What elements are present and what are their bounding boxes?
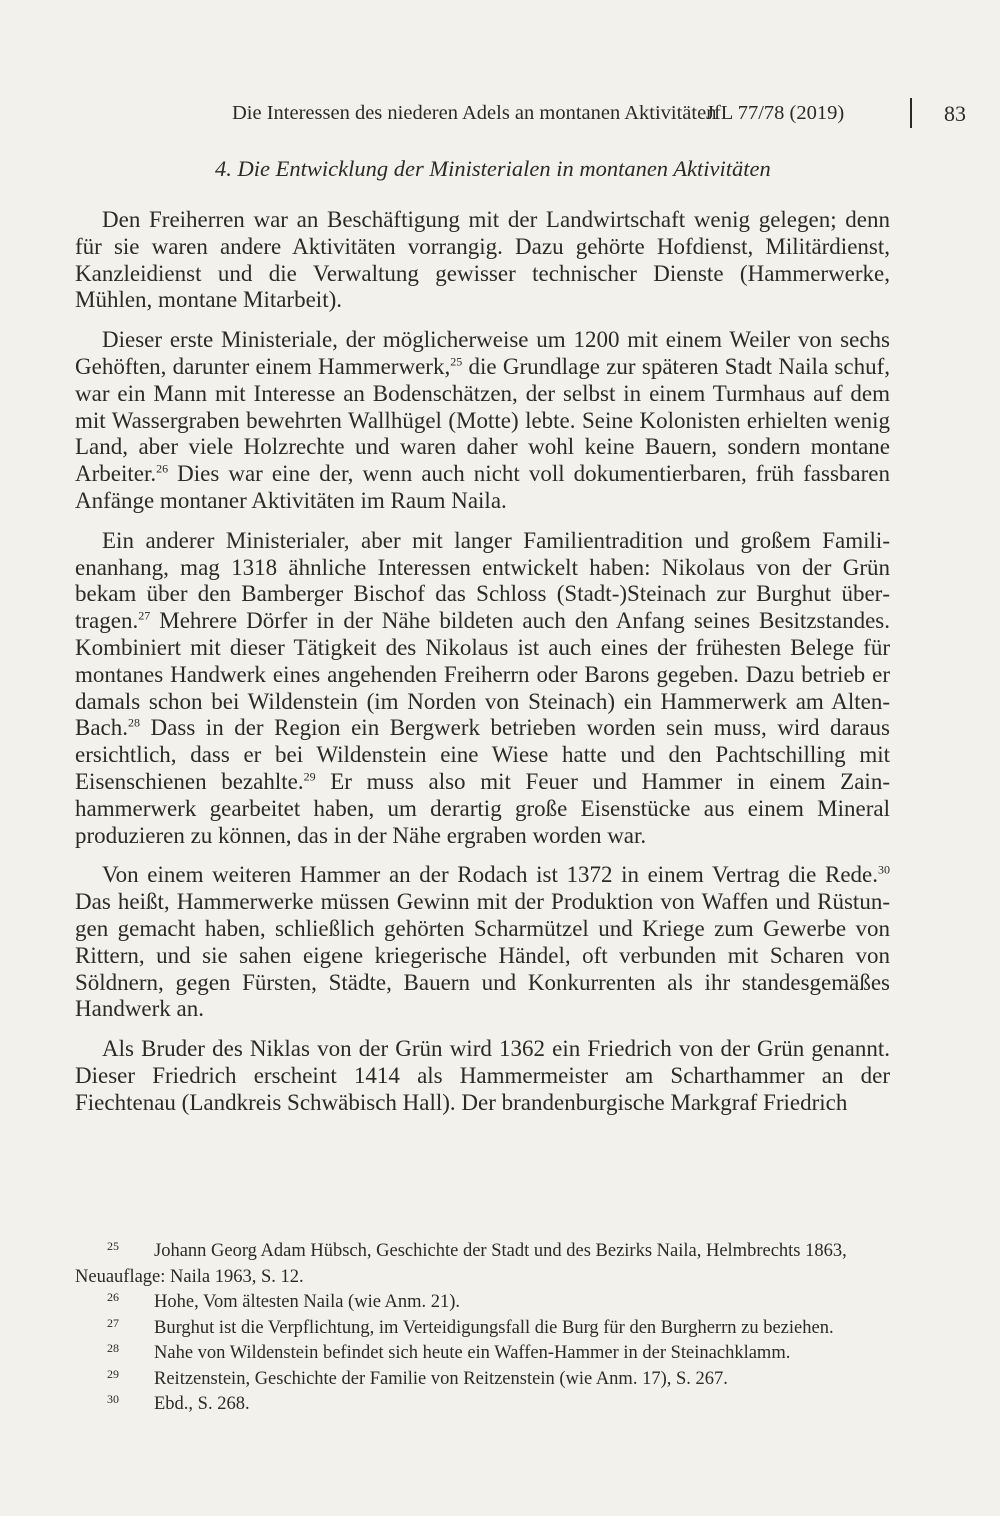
running-head-title: Die Interessen des niederen Adels an montanen Aktivitäten (232, 102, 717, 124)
paragraph-5: Als Bruder des Niklas von der Grün wird 1362 ein Friedrich von der Grün genannt. Dieser Friedrich erscheint 1414 als Hammermeister am Scharthammer an der Fiechtenau (Landkreis Schwäbisch Hall). Der brandenburgische Markgraf Friedrich (75, 1036, 890, 1115)
footnote-ref[interactable]: 26 (156, 461, 169, 476)
footnote-ref[interactable]: 29 (303, 769, 316, 784)
paragraph-4: Von einem weiteren Hammer an der Rodach ist 1372 in einem Vertrag die Rede.$^{30}$ Das heißt, Hammerwerke müssen Gewinn mit der Produktion von Waffen und Rüstungen gemacht haben, schließlich gehörten Scharmützel und Kriege zum Gewerbe von Rittern, und sie sahen eigene kriegerische Händel, oft verbunden mit Scharen von Söldnern, gegen Fürsten, Städte, Bauern und Konkurrenten als ihr standesgemäßes Handwerk an. (75, 862, 890, 1022)
footnote: 29 Reitzenstein, Geschichte der Familie von Reitzenstein (wie Anm. 17), S. 267. (75, 1367, 890, 1393)
footnote-number: 26 (107, 1290, 119, 1304)
footnote-number: 25 (107, 1239, 119, 1253)
page-number: 83 (944, 101, 966, 126)
footnote: 25 Johann Georg Adam Hübsch, Geschichte der Stadt und des Bezirks Naila, Helmbrechts 1863, Neuauflage: Naila 1963, S. 12. (75, 1239, 890, 1290)
journal-reference: JfL 77/78 (2019) (706, 102, 845, 124)
footnote-ref[interactable]: 28 (128, 715, 141, 730)
footnote-ref[interactable]: 30 (878, 862, 890, 877)
footnotes (75, 1239, 890, 1418)
paragraph-1: Den Freiherren war an Beschäftigung mit der Landwirtschaft wenig gelegen; denn für sie waren andere Aktivitäten vorrangig. Dazu gehörte Hofdienst, Militärdienst, Kanzleidienst und die Verwaltung gewisser technischer Dienste (Hammerwerke, Mühlen, montane Mitarbeit). (75, 207, 890, 313)
footnote: 30 Ebd., S. 268. (75, 1392, 890, 1418)
running-head (150, 98, 990, 130)
footnote-ref[interactable]: 27 (138, 608, 151, 623)
footnote-ref[interactable]: 25 (450, 354, 463, 369)
paragraph-2: Dieser erste Ministeriale, der möglicherweise um 1200 mit einem Weiler von sechs Gehöften, darunter einem Hammerwerk,$^{25}$ die Grundlage zur späteren Stadt Naila schuf, war ein Mann mit Interesse an Bodenschätzen, der selbst in einem Turmhaus auf dem mit Wassergraben bewehrten Wallhügel (Motte) lebte. Seine Kolonisten erhielten wenig Land, aber viele Holzrechte und waren daher wohl keine Bauern, sondern montane Arbeiter.$^{26}$ Dies war eine der, wenn auch nicht voll dokumentierbaren, früh fassbaren Anfänge montaner Aktivitäten im Raum Naila. (75, 327, 891, 513)
footnote-number: 29 (107, 1366, 119, 1381)
footnote: 26 Hohe, Vom ältesten Naila (wie Anm. 21). (75, 1290, 890, 1316)
footnote: 27 Burghut ist die Verpflichtung, im Verteidigungsfall die Burg für den Burgherrn zu beziehen. (75, 1316, 890, 1342)
header-divider (910, 98, 912, 128)
footnote-number: 30 (107, 1392, 119, 1406)
section-heading: 4. Die Entwicklung der Ministerialen in montanen Aktivitäten (215, 156, 771, 181)
footnote-number: 27 (107, 1315, 119, 1330)
body-text (75, 207, 890, 1130)
footnote-number: 28 (107, 1341, 119, 1355)
paragraph-3: Ein anderer Ministerialer, aber mit langer Familientradition und großem Familienanhang, mag 1318 ähnliche Interessen entwickelt haben: Nikolaus von der Grün bekam über den Bamberger Bischof das Schloss (Stadt-)Steinach zur Burghut übertragen.$^{27}$ Mehrere Dörfer in der Nähe bildeten auch den Anfang seines Besitzstandes. Kombiniert mit dieser Tätigkeit des Nikolaus ist auch eines der frühesten Belege für montanes Handwerk eines angehenden Freiherrn oder Barons gegeben. Dazu betrieb er damals schon bei Wildenstein (im Norden von Steinach) ein Hammerwerk am Alten-Bach.$^{28}$ Dass in der Region ein Bergwerk betrieben worden sein muss, wird daraus ersichtlich, dass er bei Wildenstein eine Wiese hatte und den Pachtschilling mit Eisenschienen bezahlte.$^{29}$ Er muss also mit Feuer und Hammer in einem Zainhammerwerk gearbeitet haben, um derartig große Eisenstücke aus einem Mineral produzieren zu können, das in der Nähe ergraben worden war. (75, 527, 890, 848)
footnote: 28 Nahe von Wildenstein befindet sich heute ein Waffen-Hammer in der Steinachklamm. (75, 1341, 890, 1367)
